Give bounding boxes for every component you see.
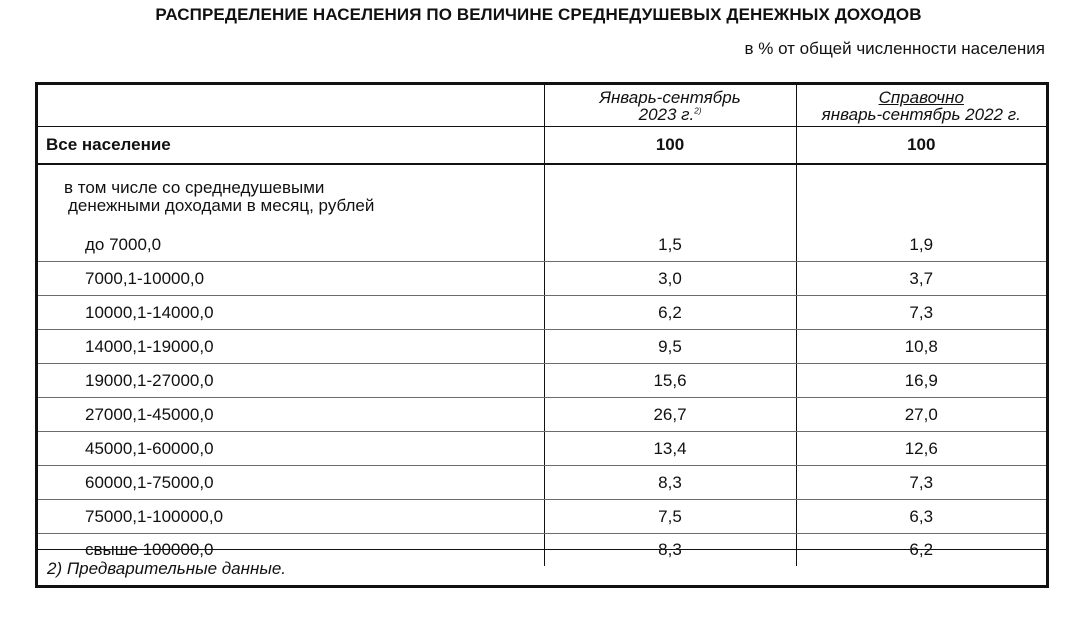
value-2023: 8,3 xyxy=(544,466,796,500)
value-2022: 10,8 xyxy=(796,330,1046,364)
empty-cell xyxy=(796,164,1046,228)
table-header-row xyxy=(38,85,1046,127)
value-2022: 27,0 xyxy=(796,398,1046,432)
table-row xyxy=(38,398,1046,432)
value-2023: 3,0 xyxy=(544,262,796,296)
footnote-marker: 2) xyxy=(694,105,702,115)
header-period-2023 xyxy=(544,85,796,127)
table-row xyxy=(38,364,1046,398)
header-2023-line1: Январь-сентябрь xyxy=(599,87,741,107)
row-label: свыше 100000,0 xyxy=(85,540,214,559)
header-empty-cell xyxy=(38,85,544,127)
value-2023: 9,5 xyxy=(544,330,796,364)
value-2022: 3,7 xyxy=(796,262,1046,296)
value-2023: 26,7 xyxy=(544,398,796,432)
value-2022: 7,3 xyxy=(796,466,1046,500)
table-row xyxy=(38,228,1046,262)
table-row xyxy=(38,432,1046,466)
header-period-2022 xyxy=(796,85,1046,127)
value-2022: 100 xyxy=(796,127,1046,165)
table-row xyxy=(38,330,1046,364)
subheading-line1: в том числе со среднедушевыми xyxy=(64,178,325,197)
row-label: 45000,1-60000,0 xyxy=(38,432,544,466)
value-2022: 6,3 xyxy=(796,500,1046,534)
row-label: до 7000,0 xyxy=(38,228,544,262)
row-label: Все население xyxy=(38,127,544,165)
footnote: 2) Предварительные данные. xyxy=(38,549,1046,588)
subheading-cell xyxy=(38,164,544,228)
subheading-line2: денежными доходами в месяц, рублей xyxy=(68,196,375,215)
value-2023: 100 xyxy=(544,127,796,165)
header-2023-line2 xyxy=(545,106,796,123)
header-2022-line1: Справочно xyxy=(878,87,964,107)
income-distribution-table xyxy=(38,85,1046,566)
row-label: 10000,1-14000,0 xyxy=(38,296,544,330)
row-label: 19000,1-27000,0 xyxy=(38,364,544,398)
row-label: 7000,1-10000,0 xyxy=(38,262,544,296)
table-row xyxy=(38,466,1046,500)
table-row-total xyxy=(38,127,1046,165)
value-2023: 8,3 xyxy=(544,534,796,567)
header-2022-line2: январь-сентябрь 2022 г. xyxy=(821,104,1021,124)
value-2023: 7,5 xyxy=(544,500,796,534)
value-2023: 15,6 xyxy=(544,364,796,398)
value-2022: 12,6 xyxy=(796,432,1046,466)
value-2022: 6,2 xyxy=(796,534,1046,567)
table-row xyxy=(38,296,1046,330)
units-note: в % от общей численности населения xyxy=(744,39,1045,58)
row-label: 14000,1-19000,0 xyxy=(38,330,544,364)
table-row xyxy=(38,500,1046,534)
empty-cell xyxy=(544,164,796,228)
table-row-subheading xyxy=(38,164,1046,228)
row-label: 60000,1-75000,0 xyxy=(38,466,544,500)
value-2023: 1,5 xyxy=(544,228,796,262)
income-distribution-table-frame xyxy=(35,82,1049,588)
row-label: 75000,1-100000,0 xyxy=(38,500,544,534)
value-2023: 6,2 xyxy=(544,296,796,330)
value-2023: 13,4 xyxy=(544,432,796,466)
value-2022: 16,9 xyxy=(796,364,1046,398)
value-2022: 7,3 xyxy=(796,296,1046,330)
table-row xyxy=(38,262,1046,296)
header-2023-year: 2023 г. xyxy=(638,104,695,124)
row-label: 27000,1-45000,0 xyxy=(38,398,544,432)
value-2022: 1,9 xyxy=(796,228,1046,262)
page-title: РАСПРЕДЕЛЕНИЕ НАСЕЛЕНИЯ ПО ВЕЛИЧИНЕ СРЕДНЕДУШЕВЫХ ДЕНЕЖНЫХ ДОХОДОВ xyxy=(155,5,922,24)
